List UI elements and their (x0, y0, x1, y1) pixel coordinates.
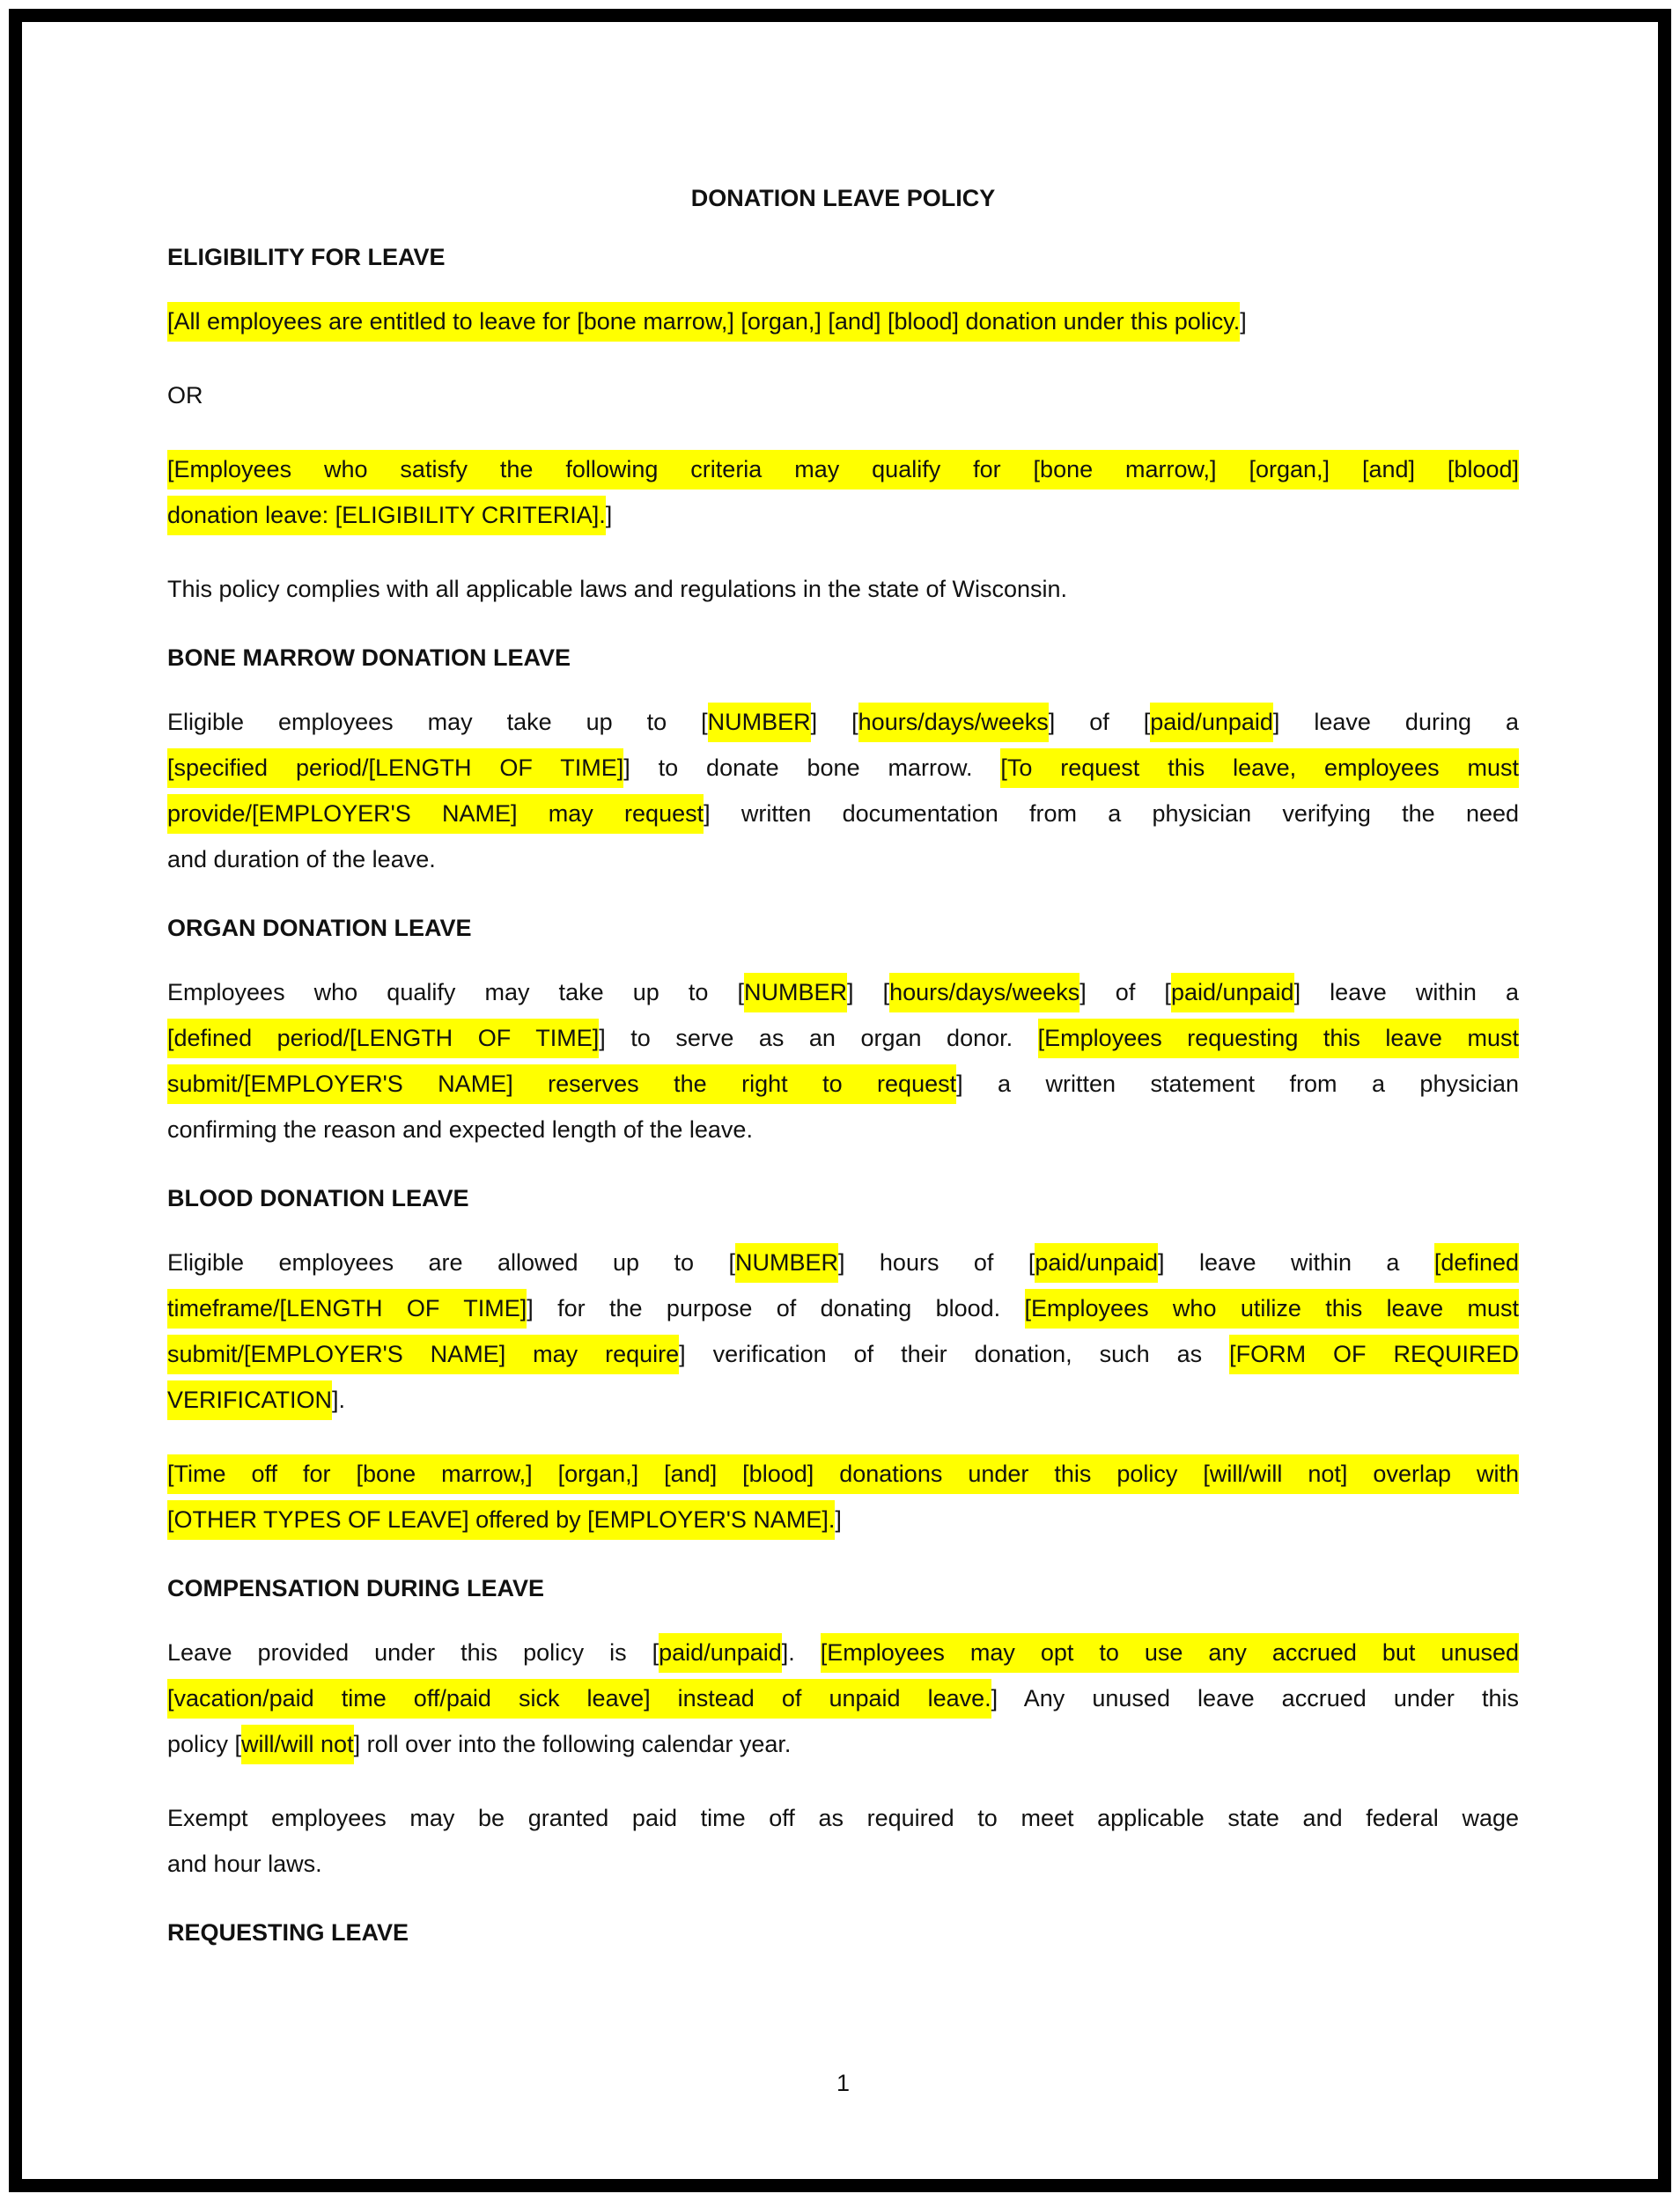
paragraph (167, 298, 1519, 344)
text-line (167, 836, 1519, 882)
highlighted-text-run: [Employees who utilize this leave must (1025, 1289, 1519, 1329)
text-run: ] written documentation from a physician verifying the need (704, 800, 1520, 827)
text-line (167, 1841, 1519, 1887)
text-run: and hour laws. (167, 1851, 322, 1877)
highlighted-text-run: [Employees may opt to use any accrued but unused (821, 1633, 1519, 1673)
highlighted-text-run: [specified period/[LENGTH OF TIME] (167, 748, 623, 788)
text-run: OR (167, 382, 203, 409)
text-run: ]. (781, 1639, 821, 1666)
text-line (167, 1497, 1519, 1542)
text-run: Eligible employees may take up to [ (167, 709, 708, 735)
text-run: confirming the reason and expected length of the leave. (167, 1116, 753, 1143)
paragraph (167, 1240, 1519, 1423)
highlighted-text-run: paid/unpaid (1150, 703, 1273, 742)
text-line (167, 1015, 1519, 1061)
highlighted-text-run: VERIFICATION (167, 1380, 332, 1420)
highlighted-text-run: paid/unpaid (1171, 973, 1294, 1012)
text-line (167, 791, 1519, 836)
text-line (167, 1377, 1519, 1423)
text-run: ] Any unused leave accrued under this (991, 1685, 1519, 1711)
text-line (167, 1331, 1519, 1377)
text-line (167, 1675, 1519, 1721)
paragraph (167, 1630, 1519, 1767)
highlighted-text-run: [Employees requesting this leave must (1038, 1019, 1519, 1058)
highlighted-text-run: paid/unpaid (1035, 1243, 1158, 1283)
highlighted-text-run: NUMBER (708, 703, 811, 742)
section-heading: COMPENSATION DURING LEAVE (167, 1575, 545, 1601)
highlighted-text-run: [defined (1434, 1243, 1519, 1283)
paragraph (167, 699, 1519, 882)
text-run: ] of [ (1079, 979, 1171, 1005)
text-line (167, 1107, 1519, 1152)
text-run: ] leave within a (1293, 979, 1519, 1005)
text-run: ] (835, 1506, 842, 1533)
document-content (167, 180, 1519, 1974)
highlighted-text-run: hours/days/weeks (858, 703, 1049, 742)
text-run: ] (1240, 308, 1247, 335)
text-line (167, 446, 1519, 492)
highlighted-text-run: NUMBER (735, 1243, 838, 1283)
text-run: Exempt employees may be granted paid time off as required to meet applicable state and federal wage (167, 1805, 1519, 1831)
document-title: DONATION LEAVE POLICY (690, 185, 996, 211)
text-line (167, 745, 1519, 791)
highlighted-text-run: [FORM OF REQUIRED (1229, 1335, 1519, 1374)
text-run: ] a written statement from a physician (956, 1071, 1519, 1097)
section-heading: BLOOD DONATION LEAVE (167, 1185, 469, 1211)
text-line (167, 372, 1519, 418)
paragraph (167, 969, 1519, 1152)
text-line (167, 969, 1519, 1015)
text-run: ] hours of [ (837, 1249, 1035, 1276)
highlighted-text-run: provide/[EMPLOYER'S NAME] may request (167, 794, 704, 834)
text-line (167, 1451, 1519, 1497)
text-line (167, 699, 1519, 745)
highlighted-text-run: donation leave: [ELIGIBILITY CRITERIA]. (167, 496, 606, 535)
paragraph (167, 372, 1519, 418)
text-line (167, 298, 1519, 344)
text-run: ]. (332, 1387, 346, 1413)
highlighted-text-run: [vacation/paid time off/paid sick leave] instead of unpaid leave. (167, 1679, 991, 1719)
text-line (167, 566, 1519, 612)
text-run: ] [ (810, 709, 858, 735)
text-run: ] leave during a (1272, 709, 1519, 735)
highlighted-text-run: timeframe/[LENGTH OF TIME] (167, 1289, 527, 1329)
page-number: 1 (836, 2070, 851, 2096)
highlighted-text-run: NUMBER (744, 973, 847, 1012)
highlighted-text-run: [Employees who satisfy the following criteria may qualify for [bone marrow,] [organ,] [and] [blood] (167, 450, 1519, 490)
text-run: Employees who qualify may take up to [ (167, 979, 744, 1005)
document-body (167, 239, 1519, 1950)
text-run: and duration of the leave. (167, 846, 436, 872)
text-run: This policy complies with all applicable laws and regulations in the state of Wisconsin. (167, 576, 1067, 602)
text-line (167, 1795, 1519, 1841)
highlighted-text-run: hours/days/weeks (889, 973, 1079, 1012)
text-run: ] for the purpose of donating blood. (527, 1295, 1025, 1321)
text-run: ] to donate bone marrow. (623, 755, 1001, 781)
paragraph (167, 446, 1519, 538)
highlighted-text-run: [defined period/[LENGTH OF TIME] (167, 1019, 599, 1058)
highlighted-text-run: submit/[EMPLOYER'S NAME] reserves the right to request (167, 1064, 956, 1104)
text-run: Eligible employees are allowed up to [ (167, 1249, 735, 1276)
highlighted-text-run: will/will not (241, 1725, 354, 1764)
section-heading: ELIGIBILITY FOR LEAVE (167, 244, 446, 270)
text-run: ] leave within a (1158, 1249, 1434, 1276)
text-line (167, 1285, 1519, 1331)
text-run: policy [ (167, 1731, 242, 1757)
highlighted-text-run: [To request this leave, employees must (1000, 748, 1519, 788)
text-line (167, 1240, 1519, 1285)
section-heading: REQUESTING LEAVE (167, 1919, 409, 1946)
section-heading: BONE MARROW DONATION LEAVE (167, 644, 571, 671)
text-line (167, 492, 1519, 538)
text-line (167, 1061, 1519, 1107)
text-line (167, 1630, 1519, 1675)
text-run: ] of [ (1048, 709, 1151, 735)
text-line (167, 1721, 1519, 1767)
text-run: ] [ (846, 979, 890, 1005)
paragraph (167, 566, 1519, 612)
paragraph (167, 1795, 1519, 1887)
text-run: ] (605, 502, 613, 528)
highlighted-text-run: [All employees are entitled to leave for [bone marrow,] [organ,] [and] [blood] donation under this policy. (167, 302, 1240, 342)
highlighted-text-run: paid/unpaid (659, 1633, 782, 1673)
text-run: ] to serve as an organ donor. (599, 1025, 1038, 1051)
highlighted-text-run: [OTHER TYPES OF LEAVE] offered by [EMPLOYER'S NAME]. (167, 1500, 835, 1540)
text-run: Leave provided under this policy is [ (167, 1639, 659, 1666)
paragraph (167, 1451, 1519, 1542)
text-run: ] roll over into the following calendar year. (353, 1731, 792, 1757)
section-heading: ORGAN DONATION LEAVE (167, 915, 472, 941)
highlighted-text-run: submit/[EMPLOYER'S NAME] may require (167, 1335, 679, 1374)
highlighted-text-run: [Time off for [bone marrow,] [organ,] [and] [blood] donations under this policy [will/will not] overlap with (167, 1454, 1519, 1494)
text-run: ] verification of their donation, such as (679, 1341, 1230, 1367)
